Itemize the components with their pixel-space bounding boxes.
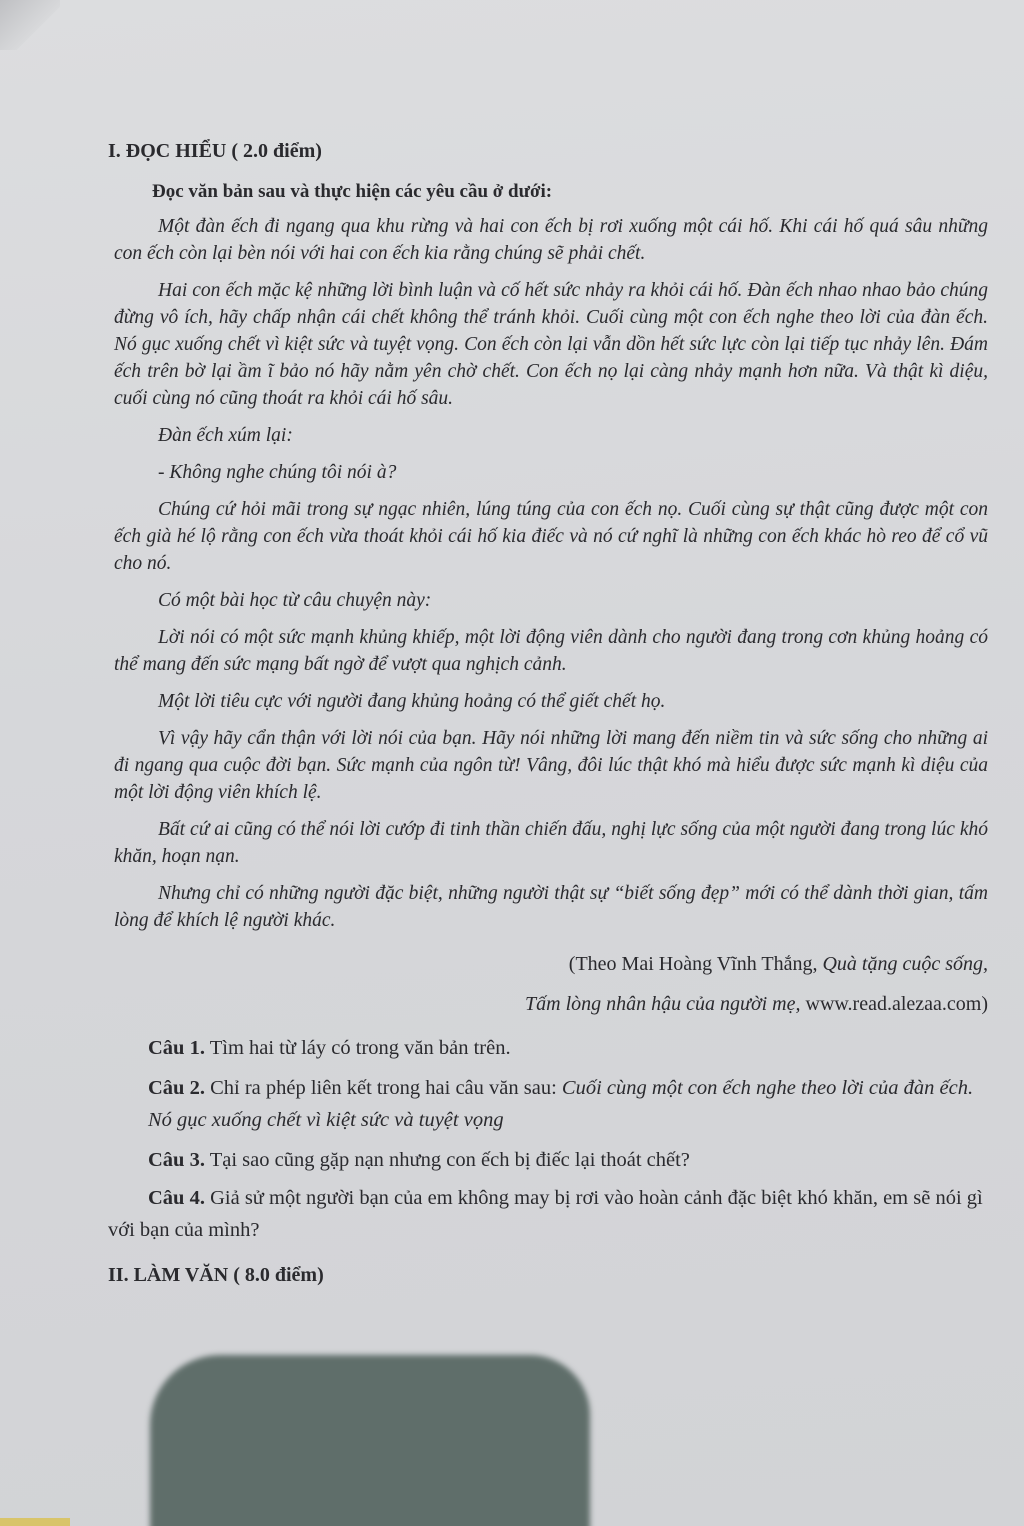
passage-paragraph: Lời nói có một sức mạnh khủng khiếp, một lời động viên dành cho người đang trong cơn khủng hoảng có thể mang đến sức mạng bất ngờ để vượt qua nghịch cảnh. (114, 627, 988, 675)
question-label: Câu 4. (148, 1187, 205, 1209)
passage-paragraph: Chúng cứ hỏi mãi trong sự ngạc nhiên, lúng túng của con ếch nọ. Cuối cùng sự thật cũng được một con ếch già hé lộ rằng con ếch vừa thoát khỏi cái hố kia điếc và nó cứ nghĩ là những con ếch khác hò reo để cổ vũ cho nó. (114, 499, 988, 574)
document-body (108, 140, 988, 1287)
source-website: www.read.alezaa.com) (800, 993, 988, 1015)
source-author: (Theo Mai Hoàng Vĩnh Thắng, (568, 953, 823, 975)
source-book-title: Quà tặng cuộc sống, (822, 953, 988, 975)
passage-paragraph: Vì vậy hãy cẩn thận với lời nói của bạn. Hãy nói những lời mang đến niềm tin và sức sống cho những ai đi ngang qua cuộc đời bạn. Sức mạnh của ngôn từ! Vâng, đôi lúc thật khó mà hiểu được sức mạnh kì diệu của một lời động viên khích lệ. (114, 728, 988, 803)
passage-paragraph: Một lời tiêu cực với người đang khủng hoảng có thể giết chết họ. (158, 691, 666, 712)
source-story-title: Tấm lòng nhân hậu của người mẹ, (525, 993, 801, 1015)
passage-paragraph: Nhưng chỉ có những người đặc biệt, những người thật sự “biết sống đẹp” mới có thể dành thời gian, tấm lòng để khích lệ người khác. (114, 883, 988, 931)
passage-paragraph: Đàn ếch xúm lại: (158, 425, 293, 446)
passage-paragraph: Bất cứ ai cũng có thể nói lời cướp đi tinh thần chiến đấu, nghị lực sống của một người đang trong lúc khó khăn, hoạn nạn. (114, 819, 988, 867)
question-text: Tìm hai từ láy có trong văn bản trên. (204, 1037, 511, 1059)
passage-paragraph: Có một bài học từ câu chuyện này: (158, 590, 432, 611)
question-4 (108, 1182, 988, 1246)
passage-paragraph: Một đàn ếch đi ngang qua khu rừng và hai con ếch bị rơi xuống một cái hố. Khi cái hố quá sâu những con ếch còn lại bèn nói với hai con ếch kia rằng chúng sẽ phải chết. (114, 216, 988, 264)
section1-title: I. ĐỌC HIỂU ( 2.0 điểm) (108, 140, 322, 162)
question-text: Giả sử một người bạn của em không may bị rơi vào hoàn cảnh đặc biệt khó khăn, em sẽ nói gì với bạn của mình? (108, 1187, 983, 1241)
question-quote: Cuối cùng một con ếch nghe theo lời của đàn ếch. Nó gục xuống chết vì kiệt sức và tuyệt vọng (148, 1077, 974, 1131)
question-3 (148, 1144, 988, 1176)
section2-title: II. LÀM VĂN ( 8.0 điểm) (108, 1264, 324, 1286)
reading-instruction: Đọc văn bản sau và thực hiện các yêu cầu ở dưới: (152, 181, 553, 202)
passage-paragraph: Hai con ếch mặc kệ những lời bình luận và cố hết sức nhảy ra khỏi cái hố. Đàn ếch nhao nhao bảo chúng đừng vô ích, hãy chấp nhận cái chết không thể tránh khỏi. Cuối cùng một con ếch nghe theo lời của đàn ếch. Nó gục xuống chết vì kiệt sức và tuyệt vọng. Con ếch còn lại vẫn dồn hết sức lực còn lại tiếp tục nhảy lên. Đám ếch trên bờ lại ầm ĩ bảo nó hãy nằm yên chờ chết. Con ếch nọ lại càng nhảy mạnh hơn nữa. Và thật kì diệu, cuối cùng nó cũng thoát ra khỏi cái hố sâu. (114, 280, 988, 409)
question-text: Tại sao cũng gặp nạn nhưng con ếch bị điếc lại thoát chết? (204, 1149, 690, 1171)
question-text: Chỉ ra phép liên kết trong hai câu văn sau: (204, 1077, 562, 1099)
paper-corner (0, 0, 60, 50)
desk-edge (0, 1518, 70, 1526)
blurred-thumb-obstruction (150, 1355, 590, 1526)
question-label: Câu 1. (148, 1037, 205, 1059)
question-label: Câu 3. (148, 1149, 205, 1171)
question-2 (148, 1072, 988, 1136)
question-label: Câu 2. (148, 1077, 205, 1099)
question-1 (148, 1032, 988, 1064)
passage-paragraph: - Không nghe chúng tôi nói à? (158, 462, 397, 483)
source-citation (108, 944, 988, 1024)
